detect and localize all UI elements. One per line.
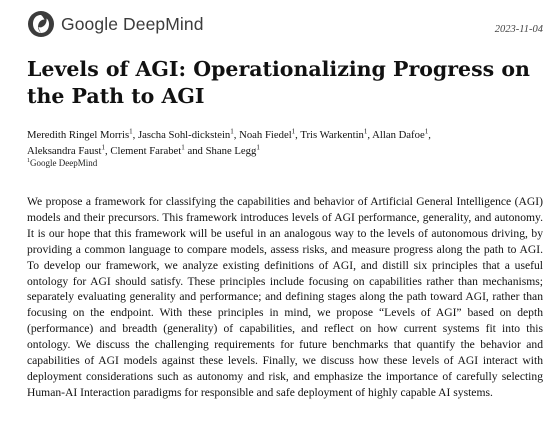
deepmind-logo-icon <box>27 10 55 38</box>
author-list <box>27 127 537 159</box>
author: Clement Farabet$^1$ and <box>110 143 206 157</box>
google-deepmind-logo <box>27 10 204 38</box>
author: Jascha Sohl-dickstein$^1$, <box>137 127 240 141</box>
publication-date: 2023-11-04 <box>494 24 543 35</box>
author: Shane Legg$^1$ <box>205 143 260 157</box>
paper-title: Levels of AGI: Operationalizing Progress on the Path to AGI <box>27 57 530 108</box>
page-header <box>27 10 543 40</box>
author: Allan Dafoe$^1$, <box>372 127 431 141</box>
brand-name: Google DeepMind <box>61 13 204 34</box>
author: Meredith Ringel Morris$^1$, <box>27 127 138 141</box>
abstract: We propose a framework for classifying the capabilities and behavior of Artificial General Intelligence (AGI) models and their precursors. This framework introduces levels of AGI performance, generality, and autonomy. It is our hope that this framework will be useful in an analogous way to the levels of autonomous driving, by providing a common language to compare models, assess risks, and measure progress along the path to AGI. To develop our framework, we analyze existing definitions of AGI, and distill six principles that a useful ontology for AGI should satisfy. These principles include focusing on capabilities rather than mechanisms; separately evaluating generality and performance; and defining stages along the path toward AGI, rather than focusing on the endpoint. With these principles in mind, we propose “Levels of AGI” based on depth (performance) and breadth (generality) of capabilities, and reflect on how current systems fit into this ontology. We discuss the challenging requirements for future benchmarks that quantify the behavior and capabilities of AGI models against these levels. Finally, we discuss how these levels of AGI interact with deployment considerations such as autonomy and risk, and emphasize the importance of carefully selecting Human-AI Interaction paradigms for responsible and safe deployment of highly capable AI systems. <box>27 195 543 399</box>
author: Noah Fiedel$^1$, <box>239 127 301 141</box>
affiliation: $^1$Google DeepMind <box>27 158 98 168</box>
author: Tris Warkentin$^1$, <box>300 127 373 141</box>
author: Aleksandra Faust$^1$, <box>27 143 111 157</box>
